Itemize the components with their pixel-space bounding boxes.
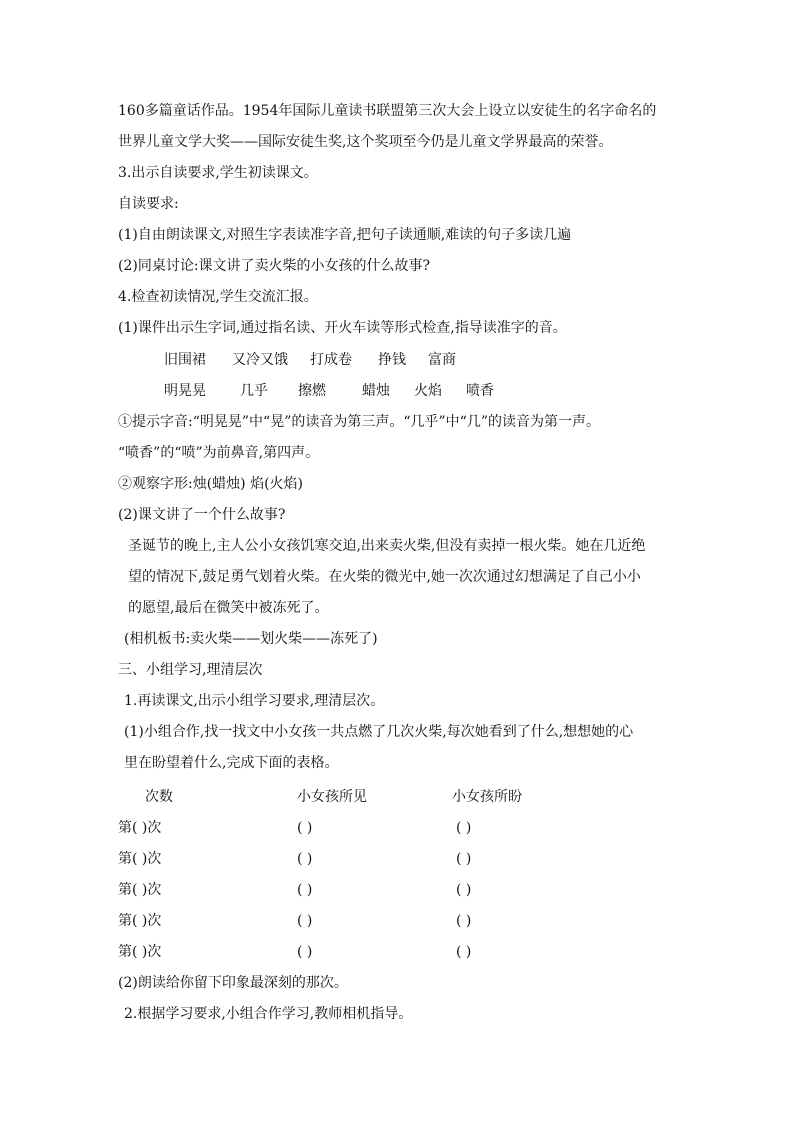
vocab-word: 喷香 bbox=[466, 383, 494, 399]
section3-step-2: 2.根据学习要求,小组合作学习,教师相机指导。 bbox=[124, 1006, 413, 1022]
pronunciation-tip-line-1: ①提示字音:“明晃晃”中“晃”的读音为第三声。“几乎”中“几”的读音为第一声。 bbox=[118, 414, 600, 430]
group-task-line-1: (1)小组合作,找一找文中小女孩一共点燃了几次火柴,每次她看到了什么,想想她的心 bbox=[124, 724, 634, 740]
vocab-word: 几乎 bbox=[240, 383, 268, 399]
glyph-observation: ②观察字形:烛(蜡烛) 焰(火焰) bbox=[118, 476, 304, 492]
hoped-blank: ( ) bbox=[456, 882, 472, 898]
group-task-2: (2)朗读给你留下印象最深刻的那次。 bbox=[118, 975, 348, 991]
vocab-word: 火焰 bbox=[414, 383, 442, 399]
story-summary-line-1: 圣诞节的晚上,主人公小女孩饥寒交迫,出来卖火柴,但没有卖掉一根火柴。她在几近绝 bbox=[128, 538, 646, 554]
vocab-word: 打成卷 bbox=[310, 352, 352, 368]
times-cell: 第( )次 bbox=[118, 944, 162, 960]
story-summary-line-3: 的愿望,最后在微笑中被冻死了。 bbox=[128, 600, 329, 616]
hoped-blank: ( ) bbox=[456, 913, 472, 929]
seen-blank: ( ) bbox=[297, 851, 313, 867]
intro-line-1: 160多篇童话作品。1954年国际儿童读书联盟第三次大会上设立以安徒生的名字命名的 bbox=[118, 103, 657, 119]
hoped-blank: ( ) bbox=[456, 851, 472, 867]
group-task-line-2: 里在盼望着什么,完成下面的表格。 bbox=[124, 755, 339, 771]
intro-line-2: 世界儿童文学大奖——国际安徒生奖,这个奖项至今仍是儿童文学界最高的荣誉。 bbox=[118, 134, 613, 150]
board-note: (相机板书:卖火柴——划火柴——冻死了) bbox=[124, 631, 378, 647]
seen-blank: ( ) bbox=[297, 944, 313, 960]
seen-blank: ( ) bbox=[297, 913, 313, 929]
times-cell: 第( )次 bbox=[118, 851, 162, 867]
step3-title: 3.出示自读要求,学生初读课文。 bbox=[118, 165, 318, 181]
vocab-word: 挣钱 bbox=[378, 352, 406, 368]
seen-blank: ( ) bbox=[297, 882, 313, 898]
vocab-word: 擦燃 bbox=[298, 383, 326, 399]
vocab-word: 又冷又饿 bbox=[232, 352, 288, 368]
hoped-blank: ( ) bbox=[456, 944, 472, 960]
story-summary-line-2: 望的情况下,鼓足勇气划着火柴。在火柴的微光中,她一次次通过幻想满足了自己小小 bbox=[128, 569, 641, 585]
section3-heading: 三、小组学习,理清层次 bbox=[118, 662, 263, 678]
section3-step-1: 1.再读课文,出示小组学习要求,理清层次。 bbox=[124, 693, 385, 709]
step4-title: 4.检查初读情况,学生交流汇报。 bbox=[118, 289, 318, 305]
seen-blank: ( ) bbox=[297, 820, 313, 836]
step4-item-1: (1)课件出示生字词,通过指名读、开火车读等形式检查,指导读准字的音。 bbox=[118, 320, 567, 336]
hoped-blank: ( ) bbox=[456, 820, 472, 836]
self-reading-label: 自读要求: bbox=[118, 196, 179, 212]
vocab-word: 旧围裙 bbox=[164, 352, 206, 368]
self-reading-item-2: (2)同桌讨论:课文讲了卖火柴的小女孩的什么故事? bbox=[118, 258, 431, 274]
vocab-word: 富商 bbox=[428, 352, 456, 368]
vocab-word: 蜡烛 bbox=[362, 383, 390, 399]
vocab-word: 明晃晃 bbox=[164, 383, 206, 399]
self-reading-item-1: (1)自由朗读课文,对照生字表读准字音,把句子读通顺,难读的句子多读几遍 bbox=[118, 227, 572, 243]
table-header-hoped: 小女孩所盼 bbox=[452, 789, 522, 805]
table-header-times: 次数 bbox=[145, 789, 173, 805]
table-header-seen: 小女孩所见 bbox=[297, 789, 367, 805]
times-cell: 第( )次 bbox=[118, 913, 162, 929]
times-cell: 第( )次 bbox=[118, 820, 162, 836]
step4-item-2: (2)课文讲了一个什么故事? bbox=[118, 507, 286, 523]
times-cell: 第( )次 bbox=[118, 882, 162, 898]
pronunciation-tip-line-2: “喷香”的“喷”为前鼻音,第四声。 bbox=[118, 445, 320, 461]
